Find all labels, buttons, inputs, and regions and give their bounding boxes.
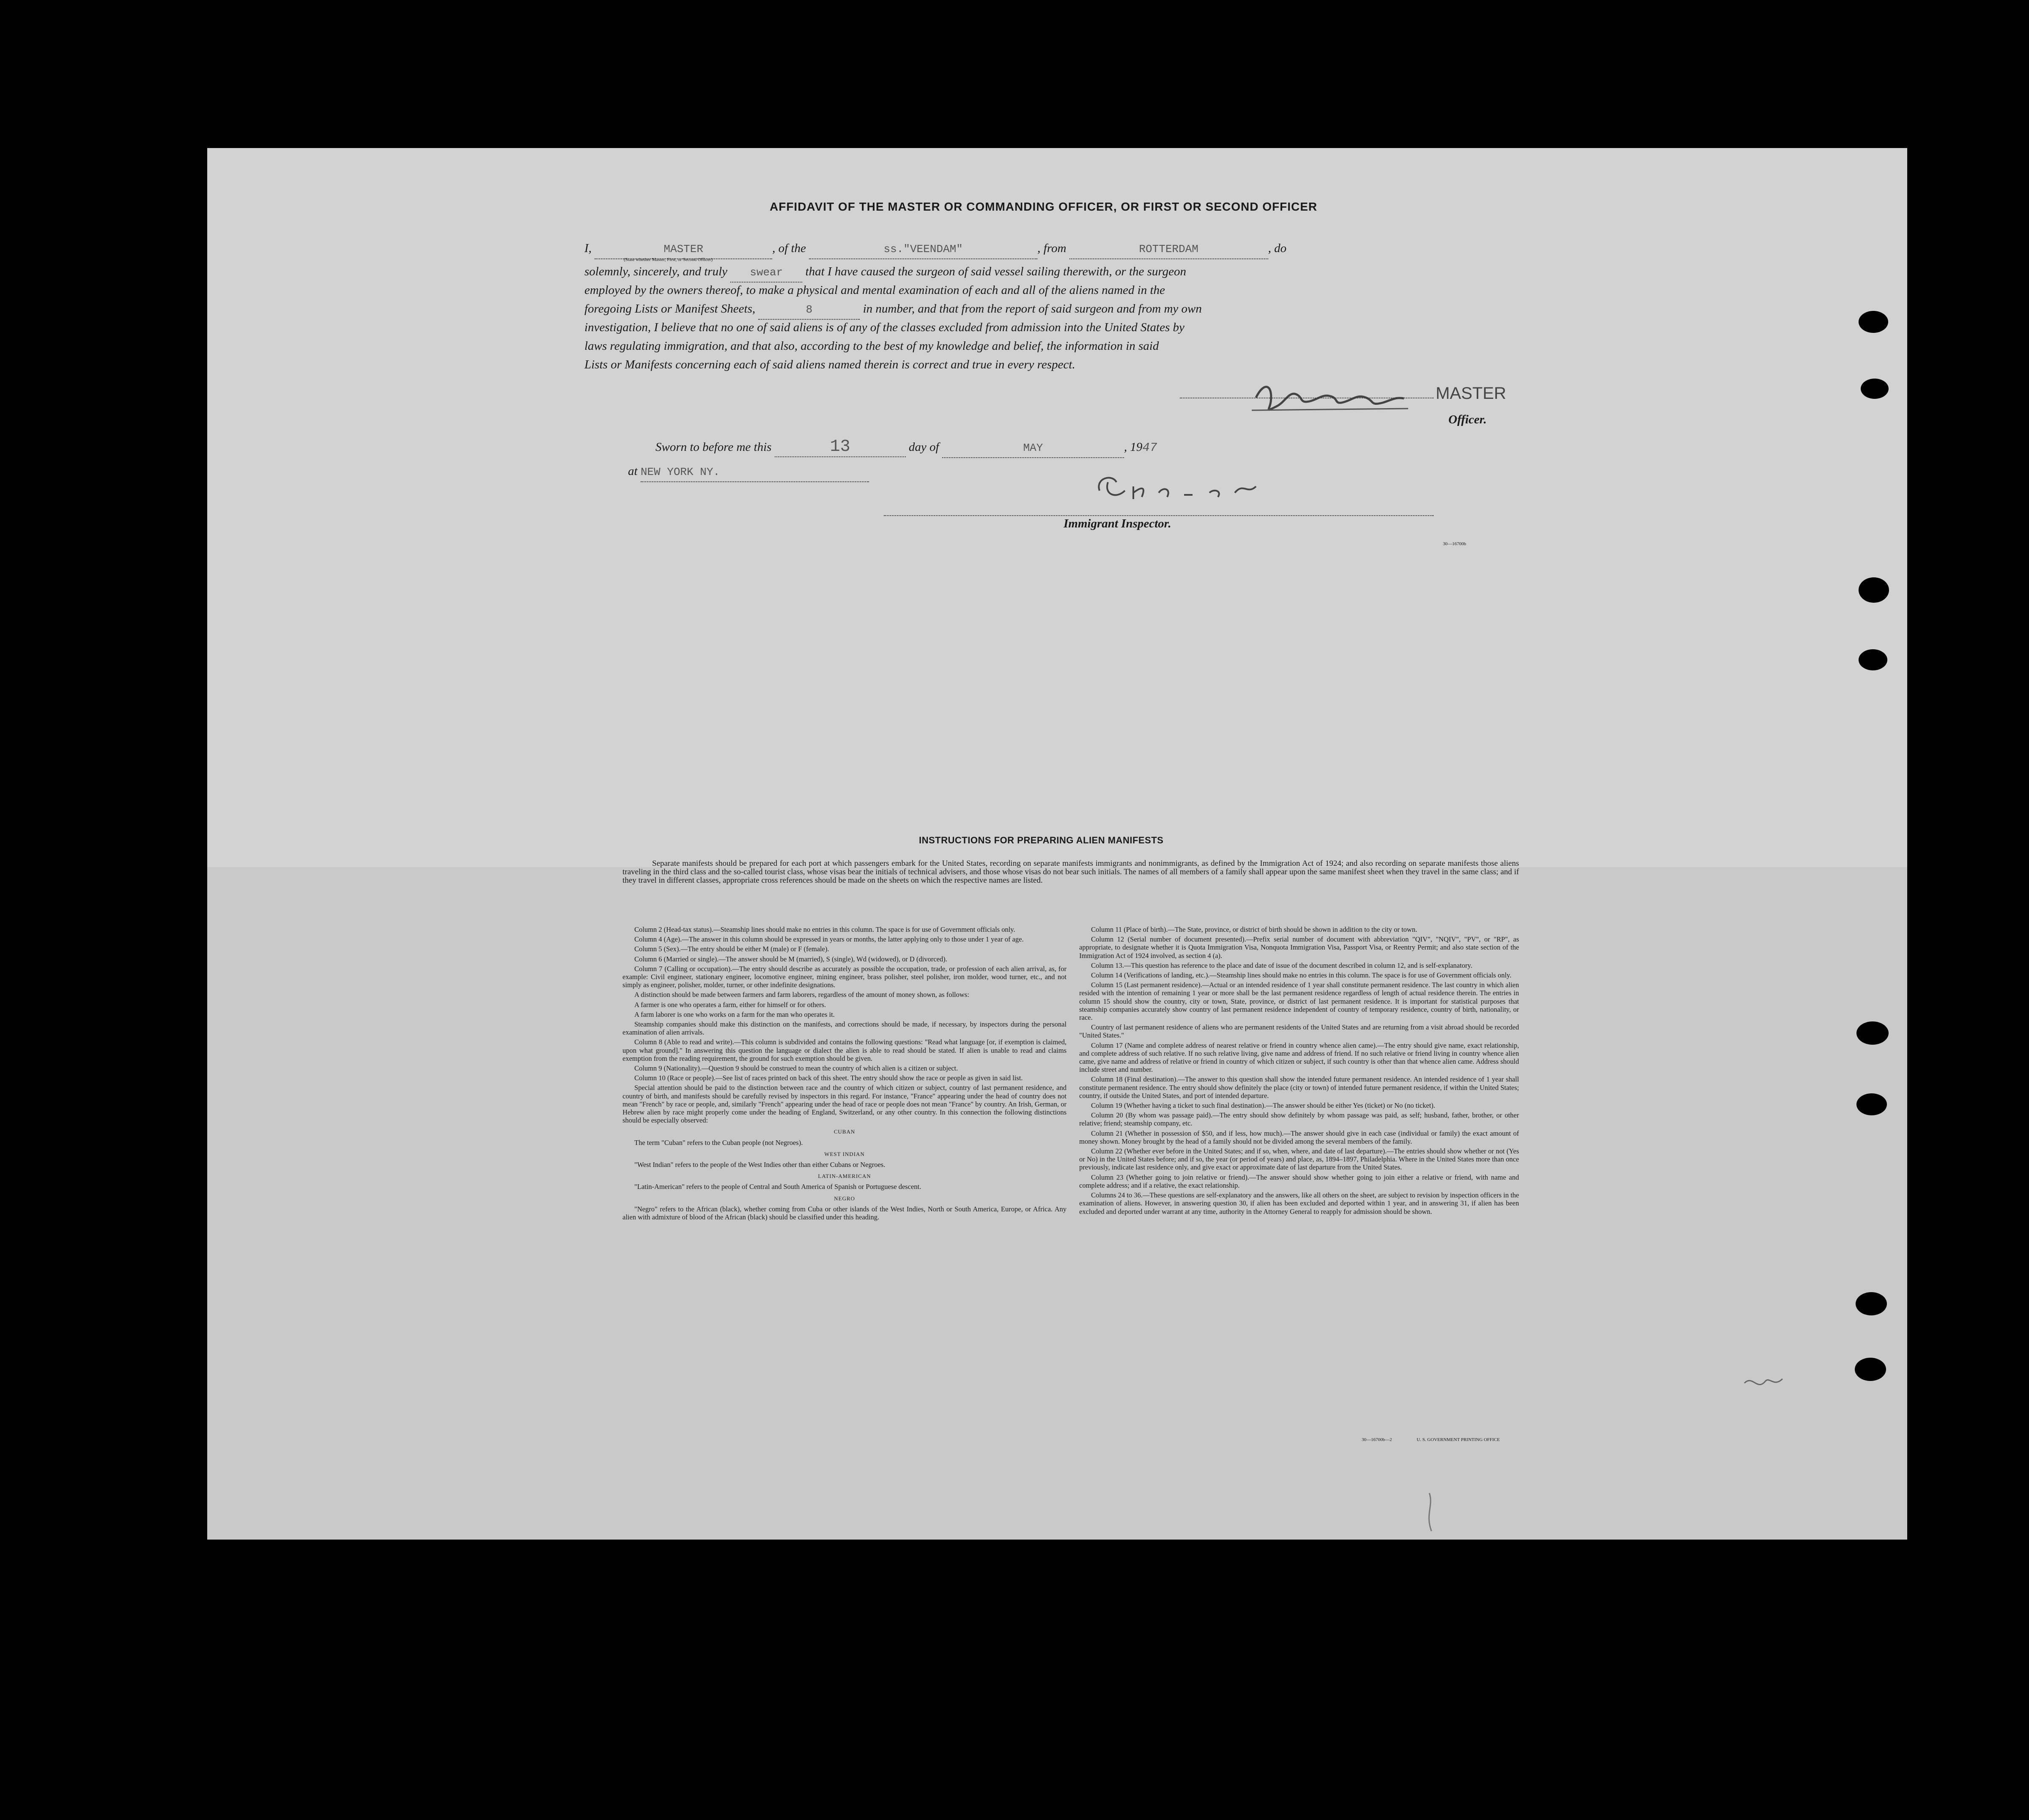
affidavit-line-1 bbox=[584, 239, 1286, 259]
affidavit-line-4 bbox=[584, 299, 1202, 320]
binder-hole bbox=[1855, 1358, 1886, 1381]
binder-hole bbox=[1859, 311, 1888, 333]
instructions-intro: Separate manifests should be prepared for each port at which passengers embark for the United States, recording on separate manifests immigrants and nonimmigrants, as defined by the Immigration Act of 1924; and also recording on separate manifests those aliens traveling in the third class and the so-called tourist class, whose visas bear the initials of technical advisers, and those whose visas do not bear such initials. The names of all members of a family shall appear upon the same manifest sheet when they travel in the same class; and if they travel in different classes, appropriate cross references should be made on the sheets on which the respective names are listed. bbox=[622, 859, 1519, 885]
right-para: Column 19 (Whether having a ticket to such final destination).—The answer should be either Yes (ticket) or No (no ticket). bbox=[1091, 1101, 1435, 1110]
sworn-line bbox=[655, 438, 1157, 458]
instructions-title: INSTRUCTIONS FOR PREPARING ALIEN MANIFESTS bbox=[919, 835, 1164, 845]
sheet-count-value: 8 bbox=[806, 303, 813, 316]
affidavit-line-5: investigation, I believe that no one of said aliens is of any of the classes excluded from admission into the United States by bbox=[584, 321, 1184, 334]
year-prefix: , 19 bbox=[1124, 440, 1143, 454]
left-para: Column 6 (Married or single).—The answer should be M (married), S (single), Wd (widowed), or D (divorced). bbox=[634, 955, 947, 963]
manifest-sheet bbox=[207, 148, 1907, 1540]
right-para: Column 18 (Final destination).—The answer to this question shall show the intended future permanent residence. An intended residence of 1 year shall constitute permanent residence. The entry should show definitely the place (city or town) of intended future permanent residence, if within the United States; country, if outside the United States, and port of intended departure. bbox=[1079, 1075, 1519, 1100]
right-para: Column 14 (Verifications of landing, etc.).—Steamship lines should make no entries in this column. The space is for use of Government officials only. bbox=[1091, 971, 1512, 980]
negro-text: "Negro" refers to the African (black), whether coming from Cuba or other islands of the West Indies, North or South America, Europe, or Africa. Any alien with admixture of blood of the African (black) should be classified under this heading. bbox=[622, 1205, 1067, 1222]
do-text: , do bbox=[1268, 242, 1287, 255]
right-para: Column 11 (Place of birth).—The State, province, or district of birth should be shown in addition to the city or town. bbox=[1091, 925, 1418, 933]
location-value: NEW YORK NY. bbox=[640, 466, 720, 478]
left-para: A farmer is one who operates a farm, either for himself or for others. bbox=[634, 1000, 826, 1009]
right-para: Column 22 (Whether ever before in the United States; and if so, when, where, and date of last departure).—The entries should show whether or not (Yes or No) in the United States before; and if so, the year (or period of years) and place, as, 1894–1897, Philadelphia. Where in the United States more than once previously, indicate last residence only, and give exact or approximate date of last departure from the United States. bbox=[1079, 1147, 1519, 1172]
inspector-label: Immigrant Inspector. bbox=[1064, 517, 1171, 530]
right-para: Column 12 (Serial number of document presented).—Prefix serial number of document with abbreviation "QIV", "NQIV", "PV", or "RP", as appropriate, to designate whether it is Quota Immigration Visa, Nonquota Immigration Visa, Passport Visa, or Reentry Permit; and also state section of the Immigration Act of 1924 involved, as section 4 (a). bbox=[1079, 935, 1519, 960]
affidavit-line-6: laws regulating immigration, and that also, according to the best of my knowledge and belief, the information in said bbox=[584, 339, 1159, 353]
line2-end: that I have caused the surgeon of said vessel sailing therewith, or the surgeon bbox=[805, 265, 1187, 278]
day-of-text: day of bbox=[908, 440, 939, 454]
sworn-text: Sworn to before me this bbox=[655, 440, 772, 454]
west-indian-heading: WEST INDIAN bbox=[824, 1150, 865, 1157]
margin-pencil-mark bbox=[1740, 1370, 1791, 1396]
of-the-text: , of the bbox=[772, 242, 806, 255]
year-value: 47 bbox=[1142, 441, 1157, 455]
port-value: ROTTERDAM bbox=[1139, 243, 1198, 255]
right-para: Column 13.—This question has reference to the place and date of issue of the document described in column 12, and is self-explanatory. bbox=[1091, 961, 1472, 969]
pre-rank-text: I, bbox=[584, 242, 592, 255]
binder-hole bbox=[1856, 1021, 1889, 1045]
left-para: Column 4 (Age).—The answer in this column should be expressed in years or months, the latter applying only to those under 1 year of age. bbox=[634, 935, 1024, 944]
sheet-count-field bbox=[758, 299, 860, 320]
right-para: Columns 24 to 36.—These questions are self-explanatory and the answers, like all others on the sheet, are subject to revision by inspection officers in the examination of aliens. However, in answering question 30, if alien has been excluded and deported within 1 year, and in answering 31, if alien has been excluded and deported under warrant at any time, authority in the Attorney General to reapply for admission should be shown. bbox=[1079, 1191, 1519, 1216]
line4-start: foregoing Lists or Manifest Sheets, bbox=[584, 302, 756, 316]
instructions-right-column bbox=[1079, 925, 1519, 1217]
binder-hole bbox=[1856, 1292, 1887, 1315]
left-para: Column 7 (Calling or occupation).—The entry should describe as accurately as possible the occupation, trade, or profession of each alien arrival, as, for example: Civil engineer, stationary engineer, locomotive engineer, mining engineer, brass polisher, steel polisher, iron molder, wood turner, etc., and not simply as engineer, polisher, molder, turner, or other indefinite designations. bbox=[622, 964, 1067, 989]
left-para: A distinction should be made between farmers and farm laborers, regardless of the amount of money shown, as follows: bbox=[634, 991, 969, 999]
form-number: 30—16700b bbox=[1443, 541, 1466, 546]
left-para: Column 10 (Race or people).—See list of races printed on back of this sheet. The entry should show the race or people as given in said list. bbox=[634, 1074, 1023, 1082]
binder-hole bbox=[1859, 649, 1887, 670]
master-signature bbox=[1248, 372, 1442, 419]
location-field bbox=[641, 462, 869, 482]
bottom-pencil-mark bbox=[1417, 1489, 1442, 1540]
officer-label: Officer. bbox=[1448, 413, 1487, 426]
right-para: Column 21 (Whether in possession of $50, and if less, how much).—The answer should give in each case (individual or family) the exact amount of money shown. Money brought by the head of a family should not be divided among the several members of the family. bbox=[1079, 1129, 1519, 1145]
port-field bbox=[1069, 239, 1268, 259]
footer-printing-office: U. S. GOVERNMENT PRINTING OFFICE bbox=[1417, 1437, 1500, 1442]
left-para: Column 2 (Head-tax status).—Steamship lines should make no entries in this column. The space is for use of Government officials only. bbox=[634, 925, 1015, 933]
left-para: Column 9 (Nationality).—Question 9 should be construed to mean the country of which alien is a citizen or subject. bbox=[634, 1064, 958, 1073]
right-para: Country of last permanent residence of aliens who are permanent residents of the United States and are returning from a visit abroad should be recorded "United States." bbox=[1079, 1023, 1519, 1040]
sworn-month-value: MAY bbox=[1023, 442, 1043, 454]
left-para: Steamship companies should make this distinction on the manifests, and corrections should be made, if necessary, by inspectors during the personal examination of alien arrivals. bbox=[622, 1020, 1067, 1037]
rank-field bbox=[595, 239, 772, 259]
left-para: Column 5 (Sex).—The entry should be either M (male) or F (female). bbox=[634, 945, 829, 953]
line4-end: in number, and that from the report of said surgeon and from my own bbox=[863, 302, 1202, 316]
affidavit-line-2 bbox=[584, 262, 1186, 283]
affidavit-line-3: employed by the owners thereof, to make a physical and mental examination of each and all of the aliens named in the bbox=[584, 283, 1165, 297]
vessel-value: ss."VEENDAM" bbox=[883, 243, 963, 255]
binder-hole bbox=[1856, 1093, 1887, 1115]
sworn-day-value: 13 bbox=[830, 437, 850, 456]
at-text: at bbox=[628, 464, 638, 478]
rank-note: (State whether Master, First, or Second Officer) bbox=[624, 257, 713, 262]
left-para: Column 8 (Able to read and write).—This column is subdivided and contains the following questions: "Read what language [or, if exemption is claimed, upon what ground]." In answering this question the language or dialect the alien is able to read should be stated. If alien is unable to read and claims exemption from the reading requirement, the ground for such exemption should be given. bbox=[622, 1038, 1067, 1062]
affidavit-title: AFFIDAVIT OF THE MASTER OR COMMANDING OFFICER, OR FIRST OR SECOND OFFICER bbox=[770, 200, 1318, 213]
latin-american-text: "Latin-American" refers to the people of Central and South America of Spanish or Portuguese descent. bbox=[634, 1183, 921, 1191]
line2-start: solemnly, sincerely, and truly bbox=[584, 265, 728, 278]
binder-hole bbox=[1861, 379, 1889, 399]
latin-american-heading: LATIN-AMERICAN bbox=[818, 1173, 871, 1180]
rank-value: MASTER bbox=[664, 243, 703, 255]
instructions-left-column bbox=[622, 925, 1067, 1223]
left-para: A farm laborer is one who works on a farm for the man who operates it. bbox=[634, 1010, 835, 1018]
cuban-text: The term "Cuban" refers to the Cuban people (not Negroes). bbox=[634, 1138, 803, 1147]
footer-form-number: 30—16700b—2 bbox=[1362, 1437, 1392, 1442]
signer-rank: MASTER bbox=[1436, 384, 1506, 403]
sworn-day-field bbox=[775, 438, 906, 457]
negro-heading: NEGRO bbox=[834, 1195, 855, 1202]
sworn-month-field bbox=[942, 438, 1124, 458]
right-para: Column 23 (Whether going to join relative or friend).—The answer should show whether going to join either a relative or friend, with name and complete address; and if a relative, the exact relationship. bbox=[1079, 1173, 1519, 1189]
inspector-signature bbox=[1087, 469, 1324, 508]
cuban-heading: CUBAN bbox=[834, 1128, 855, 1135]
swear-value: swear bbox=[750, 266, 783, 279]
swear-field bbox=[730, 262, 802, 283]
affidavit-line-7: Lists or Manifests concerning each of said aliens named therein is correct and true in every respect. bbox=[584, 358, 1075, 371]
binder-hole bbox=[1859, 577, 1889, 603]
right-para: Column 15 (Last permanent residence).—Actual or an intended residence of 1 year shall constitute permanent residence. The last country in which alien resided with the intention of remaining 1 year or more shall be the last permanent residence regardless of length of actual residence therein. The entries in column 15 should show the country, city or town, State, province, or district of last permanent residence. It is important for statistical purposes that steamship companies accurately show country of last permanent residence independent of country of temporary residence, country of birth, nationality, or race. bbox=[1079, 981, 1519, 1022]
right-para: Column 17 (Name and complete address of nearest relative or friend in country whence alien came).—The entry should give name, exact relationship, and complete address of such relative. If no such relative living, give name and address of friend. If no such relative or friend living in country whence alien came, give name and address of relative or friend in country of which citizen or subject, if such country is other than that whence alien came. Address should include street and number. bbox=[1079, 1041, 1519, 1074]
vessel-field bbox=[809, 239, 1037, 259]
left-para: Special attention should be paid to the distinction between race and the country of which citizen or subject, country of last permanent residence, and country of birth, and manifests should be carefully revised by inspectors in this regard. For instance, "France" appearing under the head of country does not mean "French" by race or people, and, similarly "French" appearing under the head of race or people does not mean "France" by country. An Irish, German, or Hebrew alien by race might properly come under the heading of England, Switzerland, or any other country. In this connection the following distinctions should be especially observed: bbox=[622, 1084, 1067, 1125]
location-line bbox=[628, 462, 869, 482]
west-indian-text: "West Indian" refers to the people of the West Indies other than either Cubans or Negroes. bbox=[634, 1161, 886, 1169]
right-para: Column 20 (By whom was passage paid).—The entry should show definitely by whom passage was paid, as self; husband, father, brother, or other relative; friend; steamship company, etc. bbox=[1079, 1111, 1519, 1128]
from-text: , from bbox=[1037, 242, 1067, 255]
